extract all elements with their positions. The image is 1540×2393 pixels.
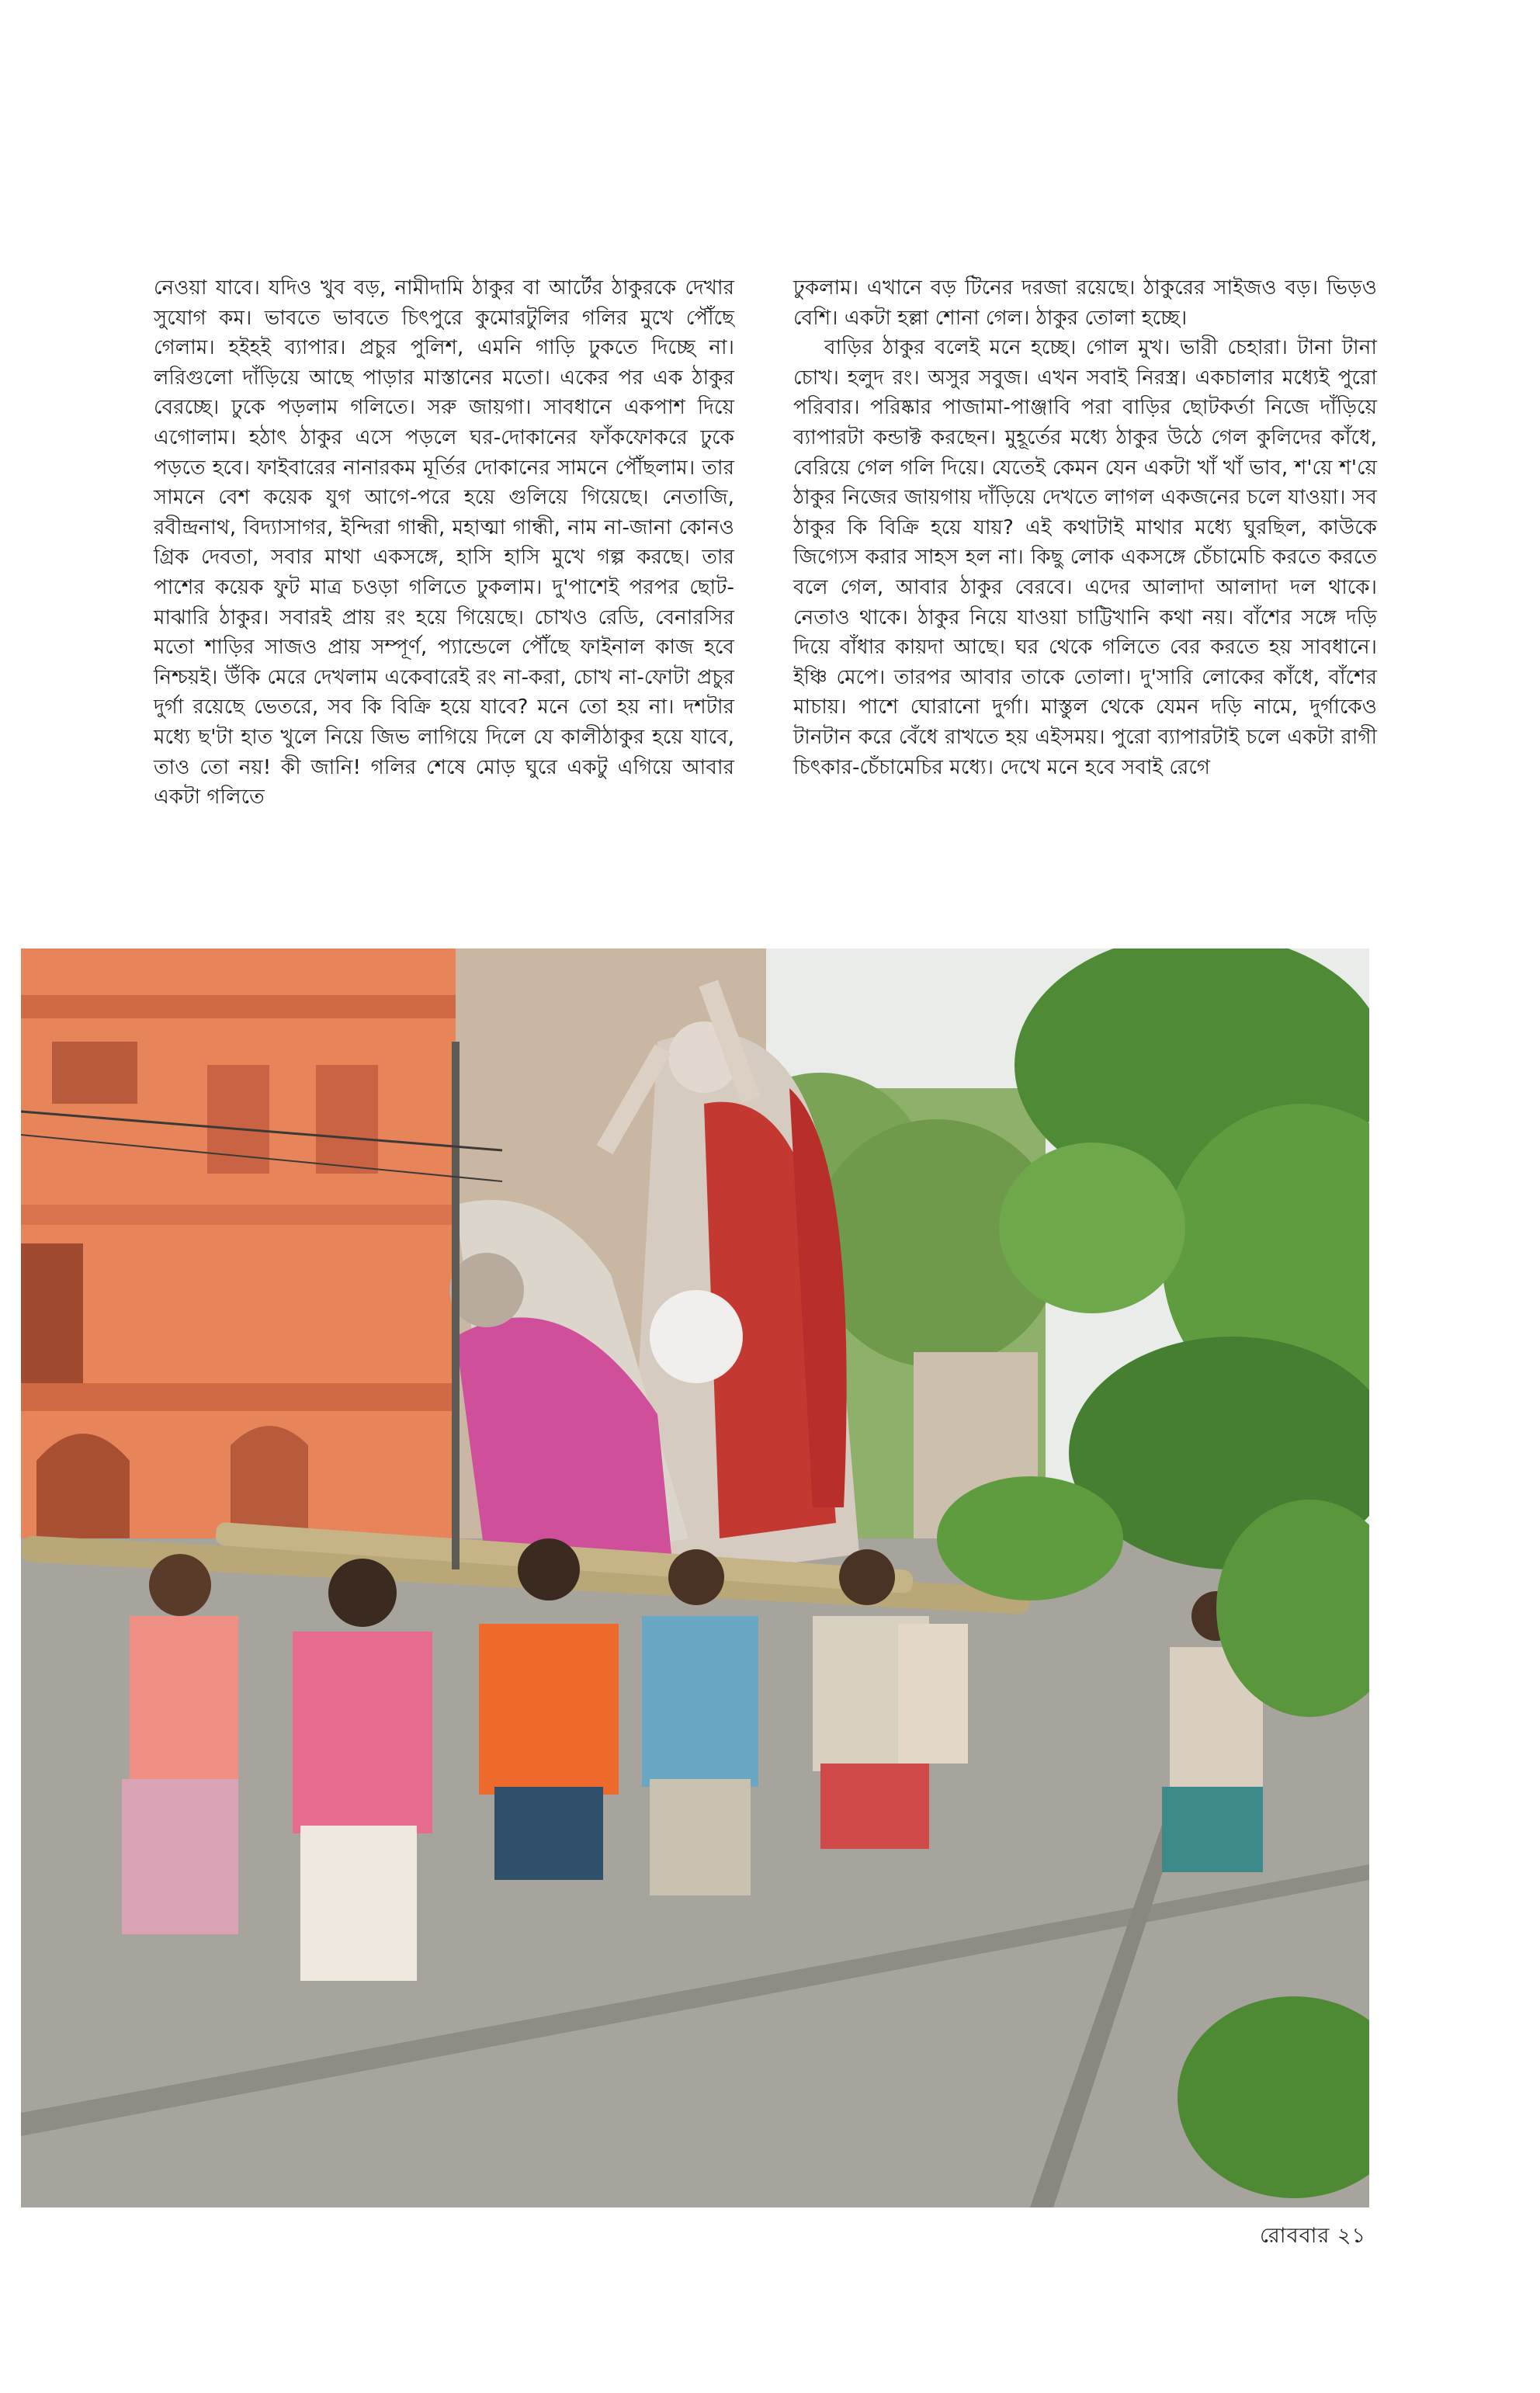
paragraph: বাড়ির ঠাকুর বলেই মনে হচ্ছে। গোল মুখ। ভারী চেহারা। টানা টানা চোখ। হলুদ রং। অসুর সবুজ। এখন সবাই নিরস্ত্র। একচালার মধ্যেই পুরো পরিবার। পরিষ্কার পাজামা-পাঞ্জাবি পরা বাড়ির ছোটকর্তা নিজে দাঁড়িয়ে ব্যাপারটা কন্ডাক্ট করছেন। মুহূর্তের মধ্যে ঠাকুর উঠে গেল কুলিদের কাঁধে, বেরিয়ে গেল গলি দিয়ে। যেতেই কেমন যেন একটা খাঁ খাঁ ভাব, শ'য়ে শ'য়ে ঠাকুর নিজের জায়গায় দাঁড়িয়ে দেখতে লাগল একজনের চলে যাওয়া। সব ঠাকুর কি বিক্রি হয়ে যায়? এই কথাটাই মাথার মধ্যে ঘুরছিল, কাউকে জিগ্যেস করার সাহস হল না। কিছু লোক একসঙ্গে চেঁচামেচি করতে করতে বলে গেল, আবার ঠাকুর বেরবে। এদের আলাদা আলাদা দল থাকে। নেতাও থাকে। ঠাকুর নিয়ে যাওয়া চাট্টিখানি কথা নয়। বাঁশের সঙ্গে দড়ি দিয়ে বাঁধার কায়দা আছে। ঘর থেকে গলিতে বের করতে হয় সাবধানে। ইঞ্চি মেপে। তারপর আবার তাকে তোলা। দু'সারি লোকের কাঁধে, বাঁশের মাচায়। পাশে ঘোরানো দুর্গা। মাস্তুল থেকে যেমন দড়ি নামে, দুর্গাকেও টানটান করে বেঁধে রাখতে হয় এইসময়। পুরো ব্যাপারটাই চলে একটা রাগী চিৎকার-চেঁচামেচির মধ্যে। দেখে মনে হবে সবাই রেগে [793, 336, 1377, 779]
paragraph: ঢুকলাম। এখানে বড় টিনের দরজা রয়েছে। ঠাকুরের সাইজও বড়। ভিড়ও বেশি। একটা হল্লা শোনা গেল। ঠাকুর তোলা হচ্ছে। [793, 276, 1377, 330]
orange-shirt [479, 1624, 619, 1795]
photo-illustration [21, 949, 1369, 2207]
page-number: রোববার ২১ [1259, 2224, 1366, 2248]
article-column-right [793, 273, 1377, 782]
procession-photo [21, 949, 1369, 2207]
article-column-left [154, 273, 734, 813]
pink-shirt [293, 1632, 432, 1833]
paragraph: নেওয়া যাবে। যদিও খুব বড়, নামীদামি ঠাকুর বা আর্টের ঠাকুরকে দেখার সুযোগ কম। ভাবতে ভাবতে চিৎপুরে কুমোরটুলির গলির মুখে পৌঁছে গেলাম। হইহই ব্যাপার। প্রচুর পুলিশ, এমনি গাড়ি ঢুকতে দিচ্ছে না। লরিগুলো দাঁড়িয়ে আছে পাড়ার মাস্তানের মতো। একের পর এক ঠাকুর বেরচ্ছে। ঢুকে পড়লাম গলিতে। সরু জায়গা। সাবধানে একপাশ দিয়ে এগোলাম। হঠাৎ ঠাকুর এসে পড়লে ঘর-দোকানের ফাঁকফোকরে ঢুকে পড়তে হবে। ফাইবারের নানারকম মূর্তির দোকানের সামনে পৌঁছলাম। তার সামনে বেশ কয়েক যুগ আগে-পরে হয়ে গুলিয়ে গিয়েছে। নেতাজি, রবীন্দ্রনাথ, বিদ্যাসাগর, ইন্দিরা গান্ধী, মহাত্মা গান্ধী, নাম না-জানা কোনও গ্রিক দেবতা, সবার মাথা একসঙ্গে, হাসি হাসি মুখে গল্প করছে। তার পাশের কয়েক ফুট মাত্র চওড়া গলিতে ঢুকলাম। দু'পাশেই পরপর ছোট-মাঝারি ঠাকুর। সবারই প্রায় রং হয়ে গিয়েছে। চোখও রেডি, বেনারসির মতো শাড়ির সাজও প্রায় সম্পূর্ণ, প্যান্ডেলে পৌঁছে ফাইনাল কাজ হবে নিশ্চয়ই। উঁকি মেরে দেখলাম একেবারেই রং না-করা, চোখ না-ফোটা প্রচুর দুর্গা রয়েছে ভেতরে, সব কি বিক্রি হয়ে যাবে? মনে তো হয় না। দশটার মধ্যে ছ'টা হাত খুলে নিয়ে জিভ লাগিয়ে দিলে যে কালীঠাকুর হয়ে যাবে, তাও তো নয়! কী জানি! গলির শেষে মোড় ঘুরে একটু এগিয়ে আবার একটা গলিতে [154, 276, 734, 810]
